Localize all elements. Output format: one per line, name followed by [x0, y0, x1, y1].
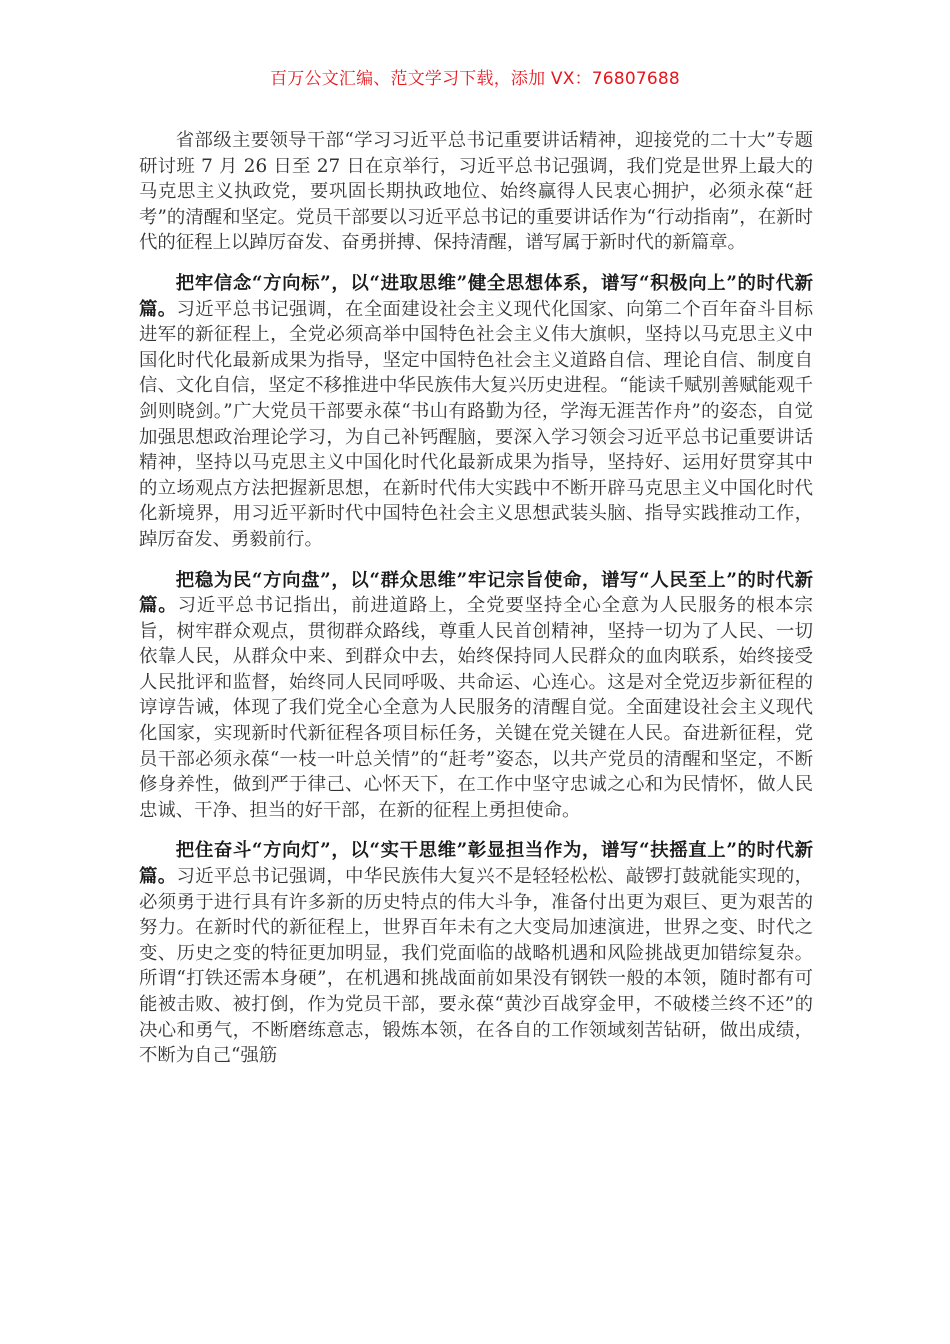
intro-paragraph: [139, 128, 813, 256]
paragraph-body: 习近平总书记强调，中华民族伟大复兴不是轻轻松松、敲锣打鼓就能实现的，必须勇于进行具有许多新的历史特点的伟大斗争，准备付出更为艰巨、更为艰苦的努力。在新时代的新征程上，世界百年未有之大变局加速演进，世界之变、时代之变、历史之变的特征更加明显，我们党面临的战略机遇和风险挑战更加错综复杂。所谓“打铁还需本身硬”，在机遇和挑战面前如果没有钢铁一般的本领，随时都有可能被击败、被打倒，作为党员干部，要永葆“黄沙百战穿金甲，不破楼兰终不还”的决心和勇气，不断磨练意志，锻炼本领，在各自的工作领域刻苦钻研，做出成绩，不断为自己“强筋: [139, 866, 813, 1067]
watermark-header: [0, 66, 950, 92]
section-paragraph-belief: [139, 271, 813, 553]
paragraph-body: 习近平总书记指出，前进道路上，全党要坚持全心全意为人民服务的根本宗旨，树牢群众观点，贯彻群众路线，尊重人民首创精神，坚持一切为了人民、一切依靠人民，从群众中来、到群众中去，始终保持同人民群众的血肉联系，始终接受人民批评和监督，始终同人民同呼吸、共命运、心连心。这是对全党迈步新征程的谆谆告诫，体现了我们党全心全意为人民服务的清醒自觉。全面建设社会主义现代化国家，实现新时代新征程各项目标任务，关键在党关键在人民。奋进新征程，党员干部必须永葆“一枝一叶总关情”的“赶考”姿态，以共产党员的清醒和坚定，不断修身养性，做到严于律己、心怀天下，在工作中坚守忠诚之心和为民情怀，做人民忠诚、干净、担当的好干部，在新的征程上勇担使命。: [139, 595, 813, 821]
watermark-text: 百万公文汇编、范文学习下载，添加 VX：76807688: [270, 69, 680, 89]
paragraph-heading: 把牢信念“方向标”，以“进取思维”健全思想体系，谱写“积极向上”的时代新篇。: [139, 272, 813, 320]
paragraph-body: 省部级主要领导干部“学习习近平总书记重要讲话精神，迎接党的二十大”专题研讨班 7 月 26 日至 27 日在京举行，习近平总书记强调，我们党是世界上最大的马克思主义执政党，要巩固长期执政地位、始终赢得人民衷心拥护，必须永葆“赶考”的清醒和坚定。党员干部要以习近平总书记的重要讲话作为“行动指南”，在新时代的征程上以踔厉奋发、奋勇拼搏、保持清醒，谱写属于新时代的新篇章。: [139, 130, 813, 254]
paragraph-body: 习近平总书记强调，在全面建设社会主义现代化国家、向第二个百年奋斗目标进军的新征程上，全党必须高举中国特色社会主义伟大旗帜，坚持以马克思主义中国化时代化最新成果为指导，坚定中国特色社会主义道路自信、理论自信、制度自信、文化自信，坚定不移推进中华民族伟大复兴历史进程。“能读千赋别善赋能观千剑则晓剑。”广大党员干部要永葆“书山有路勤为径，学海无涯苦作舟”的姿态，自觉加强思想政治理论学习，为自己补钙醒脑，要深入学习领会习近平总书记重要讲话精神，坚持以马克思主义中国化时代化最新成果为指导，坚持好、运用好贯穿其中的立场观点方法把握新思想，在新时代伟大实践中不断开辟马克思主义中国化时代化新境界，用习近平新时代中国特色社会主义思想武装头脑、指导实践推动工作，踔厉奋发、勇毅前行。: [139, 298, 813, 550]
section-paragraph-struggle: [139, 838, 813, 1068]
paragraph-heading: 把稳为民“方向盘”，以“群众思维”牢记宗旨使命，谱写“人民至上”的时代新篇。: [139, 569, 813, 617]
paragraph-heading: 把住奋斗“方向灯”，以“实干思维”彰显担当作为，谱写“扶摇直上”的时代新篇。: [139, 840, 813, 888]
section-paragraph-people: [139, 568, 813, 824]
document-body: [139, 128, 813, 1084]
